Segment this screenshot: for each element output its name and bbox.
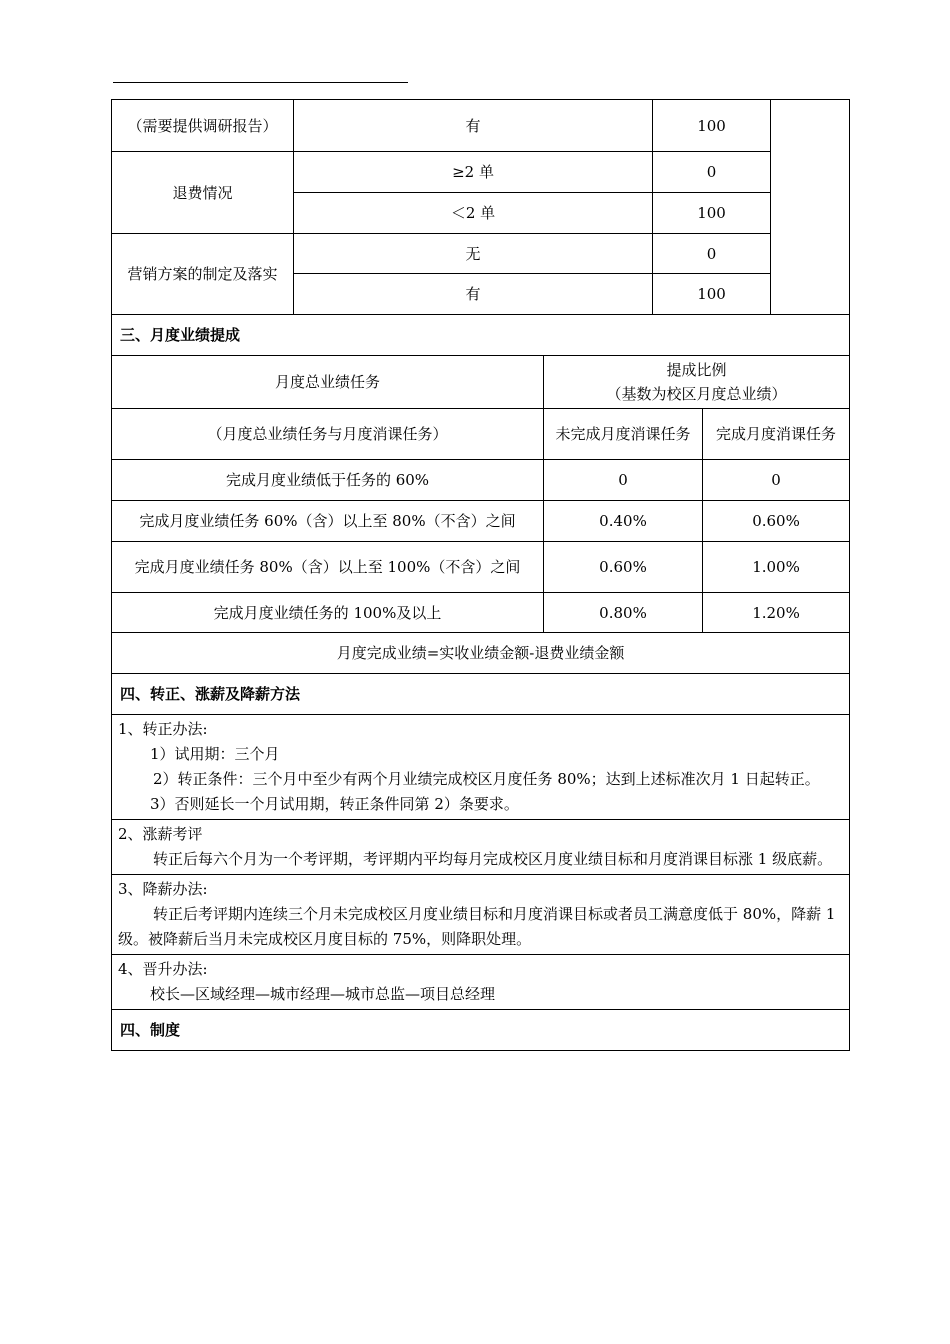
tier-complete: 1.00% xyxy=(703,542,850,593)
item-marketing-plan: 营销方案的制定及落实 xyxy=(112,234,294,315)
sub-complete: 完成月度消课任务 xyxy=(703,409,850,460)
block-title: 4、晋升办法: xyxy=(118,960,208,978)
condition-cell: ≥2 单 xyxy=(294,152,653,193)
tier-complete: 0.60% xyxy=(703,501,850,542)
block-promotion xyxy=(112,955,850,1010)
block-line: 转正后考评期内连续三个月未完成校区月度业绩目标和月度消课目标或者员工满意度低于 80%，降薪 1 级。被降薪后当月未完成校区月度目标的 75%，则降职处理。 xyxy=(118,905,836,948)
head-task: 月度总业绩任务 xyxy=(112,356,544,409)
tier-label: 完成月度业绩任务的 100%及以上 xyxy=(112,593,544,633)
tier-incomplete: 0.60% xyxy=(544,542,703,593)
sub-incomplete: 未完成月度消课任务 xyxy=(544,409,703,460)
condition-cell: 无 xyxy=(294,234,653,274)
tier-label: 完成月度业绩任务 80%（含）以上至 100%（不含）之间 xyxy=(112,542,544,593)
score-cell: 100 xyxy=(653,193,771,234)
block-title: 2、涨薪考评 xyxy=(118,825,203,843)
score-cell: 100 xyxy=(653,274,771,315)
tier-complete: 1.20% xyxy=(703,593,850,633)
block-line: 2）转正条件：三个月中至少有两个月业绩完成校区月度任务 80%；达到上述标准次月 1 日起转正。 xyxy=(153,770,820,788)
head-ratio-line2: （基数为校区月度总业绩） xyxy=(606,385,787,403)
head-ratio xyxy=(544,356,850,409)
score-cell: 0 xyxy=(653,234,771,274)
item-refund: 退费情况 xyxy=(112,152,294,234)
section-title: 三、月度业绩提成 xyxy=(112,315,850,356)
tier-incomplete: 0 xyxy=(544,460,703,501)
condition-cell: 有 xyxy=(294,274,653,315)
score-cell: 0 xyxy=(653,152,771,193)
block-pay-cut xyxy=(112,875,850,955)
block-raise xyxy=(112,820,850,875)
score-cell: 100 xyxy=(653,100,771,152)
block-probation xyxy=(112,715,850,820)
block-line: 转正后每六个月为一个考评期，考评期内平均每月完成校区月度业绩目标和月度消课目标涨 1 级底薪。 xyxy=(153,850,833,868)
header-rule xyxy=(113,82,408,83)
tier-incomplete: 0.80% xyxy=(544,593,703,633)
block-line: 3）否则延长一个月试用期，转正条件同第 2）条要求。 xyxy=(150,795,519,813)
tier-label: 完成月度业绩低于任务的 60% xyxy=(112,460,544,501)
formula: 月度完成业绩=实收业绩金额-退费业绩金额 xyxy=(112,633,850,674)
block-title: 1、转正办法: xyxy=(118,720,208,738)
section-title: 四、制度 xyxy=(112,1010,850,1051)
remarks-cell xyxy=(771,100,850,315)
condition-cell: 有 xyxy=(294,100,653,152)
tier-complete: 0 xyxy=(703,460,850,501)
block-line: 校长—区域经理—城市经理—城市总监—项目总经理 xyxy=(150,985,496,1003)
sub-task: （月度总业绩任务与月度消课任务） xyxy=(112,409,544,460)
tier-label: 完成月度业绩任务 60%（含）以上至 80%（不含）之间 xyxy=(112,501,544,542)
block-line: 1）试用期：三个月 xyxy=(150,745,280,763)
item-research-report: （需要提供调研报告） xyxy=(112,100,294,152)
head-ratio-line1: 提成比例 xyxy=(666,361,727,379)
block-title: 3、降薪办法: xyxy=(118,880,208,898)
tier-incomplete: 0.40% xyxy=(544,501,703,542)
section-title: 四、转正、涨薪及降薪方法 xyxy=(112,674,850,715)
condition-cell: ＜2 单 xyxy=(294,193,653,234)
policy-table xyxy=(111,99,849,1051)
